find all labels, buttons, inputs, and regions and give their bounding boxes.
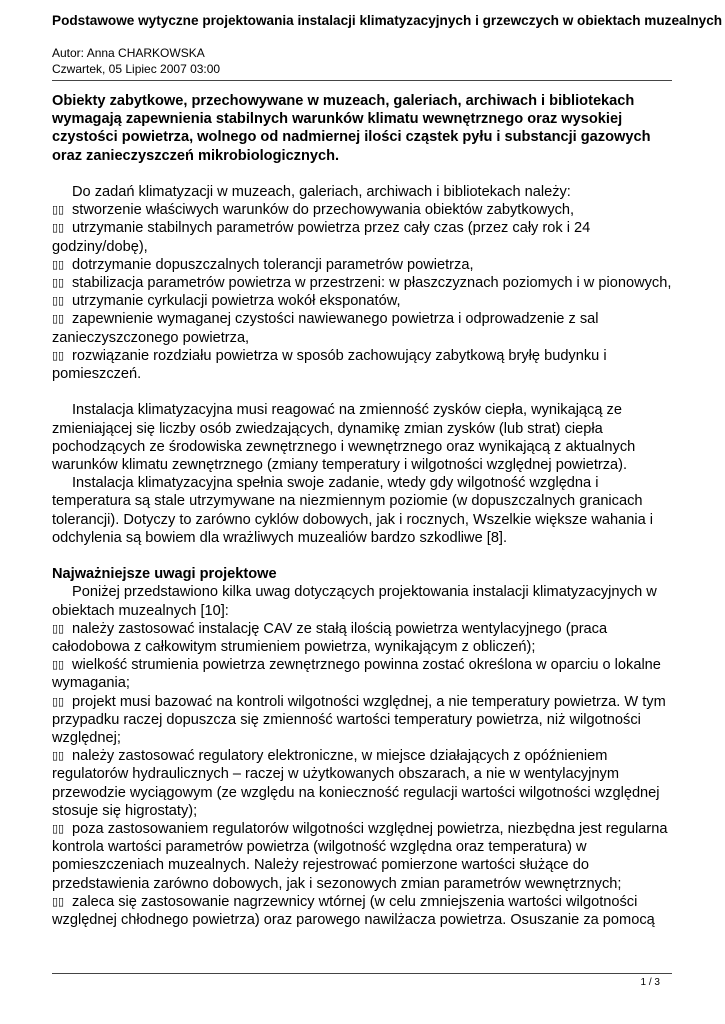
bullet-glyph: ▯▯	[52, 313, 65, 326]
list-item-text: utrzymanie stabilnych parametrów powietrza przez cały czas (przez cały rok i 24 godziny/dobę),	[52, 220, 591, 255]
section-heading: Najważniejsze uwagi projektowe	[52, 566, 277, 583]
bullet-glyph: ▯▯	[52, 295, 65, 308]
list-item-text: dotrzymanie dopuszczalnych tolerancji parametrów powietrza,	[72, 256, 474, 273]
footer-divider	[52, 973, 672, 974]
paragraph: Instalacja klimatyzacyjna musi reagować na zmienność zysków ciepła, wynikającą ze zmieniającej się liczby osób zwiedzających, dynamikę zmian zysków (lub strat) ciepła pochodzących ze środowiska zewnętrznego i wewnętrznego oraz wynikającą z aktualnych warunków klimatu zewnętrznego (zmiany temperatury i wilgotności względnej powietrza).	[52, 402, 636, 474]
list-item	[52, 347, 674, 383]
article-body	[52, 92, 674, 929]
bullet-glyph: ▯▯	[52, 659, 65, 672]
list-item	[52, 292, 674, 310]
list-item-text: zapewnienie wymaganej czystości nawiewanego powietrza i odprowadzenie z sal zanieczyszczonego powietrza,	[52, 311, 599, 346]
list-item-text: stworzenie właściwych warunków do przechowywania obiektów zabytkowych,	[72, 202, 575, 219]
list-item	[52, 219, 674, 255]
list-item	[52, 310, 674, 346]
list-item	[52, 274, 674, 292]
page-number: 1 / 3	[640, 977, 660, 988]
article-meta	[52, 45, 220, 77]
remarks-intro: Poniżej przedstawiono kilka uwag dotyczących projektowania instalacji klimatyzacyjnych w obiektach muzealnych [10]:	[52, 584, 657, 619]
bullet-glyph: ▯▯	[52, 823, 65, 836]
list-item-text: należy zastosować instalację CAV ze stałą ilością powietrza wentylacyjnego (praca całodobowa z całkowitym strumieniem powietrza, wynikającym z obliczeń);	[52, 620, 608, 656]
bullet-glyph: ▯▯	[52, 258, 65, 271]
bullet-glyph: ▯▯	[52, 222, 65, 235]
list-item	[52, 201, 674, 219]
list-item-text: rozwiązanie rozdziału powietrza w sposób zachowujący zabytkową bryłę budynku i pomieszczeń.	[52, 347, 607, 383]
bullet-glyph: ▯▯	[52, 277, 65, 290]
bullet-glyph: ▯▯	[52, 750, 65, 763]
bullet-glyph: ▯▯	[52, 895, 65, 908]
list-item	[52, 256, 674, 274]
bullet-glyph: ▯▯	[52, 695, 65, 708]
list-item-text: należy zastosować regulatory elektroniczne, w miejsce działających z opóźnieniem regulatorów hydraulicznych – raczej w użytkowanych obszarach, a nie w wentylacyjnym przewodzie wyciągowym (ze względu na konieczność regulacji wartości wilgotności względnej stosuje się higrostaty);	[52, 748, 660, 819]
list-item	[52, 747, 674, 820]
list-item-text: poza zastosowaniem regulatorów wilgotności względnej powietrza, niezbędna jest regularna kontrola wartości parametrów powietrza (wilgotność względna oraz temperatura) w pomieszczeniach muzealnych. Należy rejestrować pomierzone wartości służące do przedstawienia zarówno dobowych, jak i sezonowych zmian parametrów wewnętrznych;	[52, 821, 668, 892]
list-item	[52, 693, 674, 748]
list-item	[52, 820, 674, 893]
list-item	[52, 893, 674, 929]
list-item-text: stabilizacja parametrów powietrza w przestrzeni: w płaszczyznach poziomych i w pionowych,	[72, 275, 672, 292]
list-item	[52, 620, 674, 656]
list-item-text: projekt musi bazować na kontroli wilgotności względnej, a nie temperatury powietrza. W tym przypadku raczej dopuszcza się zmienność wartości temperatury powietrza, niż wilgotności względnej;	[52, 693, 666, 747]
tasks-intro: Do zadań klimatyzacji w muzeach, galeriach, archiwach i bibliotekach należy:	[72, 184, 571, 200]
paragraph-spacer	[52, 383, 674, 401]
paragraph-spacer	[52, 547, 674, 565]
list-item-text: zaleca się zastosowanie nagrzewnicy wtórnej (w celu zmniejszenia wartości wilgotności względnej chłodnego powietrza) oraz parowego nawilżacza powietrza. Osuszanie za pomocą	[52, 893, 655, 929]
article-lead: Obiekty zabytkowe, przechowywane w muzeach, galeriach, archiwach i bibliotekach wymagają zapewnienia stabilnych warunków klimatu wewnętrznego oraz wysokiej czystości powietrza, wolnego od nadmiernej ilości cząstek pyłu i substancji gazowych oraz zanieczyszczeń mikrobiologicznych.	[52, 93, 651, 164]
list-item	[52, 656, 674, 692]
header-divider	[52, 80, 672, 81]
document-title: Podstawowe wytyczne projektowania instalacji klimatyzacyjnych i grzewczych w obiektach muzealnych	[52, 13, 723, 28]
paragraph: Instalacja klimatyzacyjna spełnia swoje zadanie, wtedy gdy wilgotność względna i temperatura są stale utrzymywane na niezmiennym poziomie (w dopuszczalnych granicach tolerancji). Dotyczy to zarówno cyklów dobowych, jak i rocznych, Wszelkie większe wahania i odchylenia są bowiem dla wrażliwych muzealiów bardzo szkodliwe [8].	[52, 475, 654, 546]
publish-date: Czwartek, 05 Lipiec 2007 03:00	[52, 62, 221, 76]
list-item-text: wielkość strumienia powietrza zewnętrznego powinna zostać określona w oparciu o lokalne wymagania;	[52, 657, 661, 692]
list-item-text: utrzymanie cyrkulacji powietrza wokół eksponatów,	[72, 293, 401, 310]
bullet-glyph: ▯▯	[52, 622, 65, 635]
bullet-glyph: ▯▯	[52, 204, 65, 217]
bullet-glyph: ▯▯	[52, 349, 65, 362]
author: Autor: Anna CHARKOWSKA	[52, 46, 205, 60]
